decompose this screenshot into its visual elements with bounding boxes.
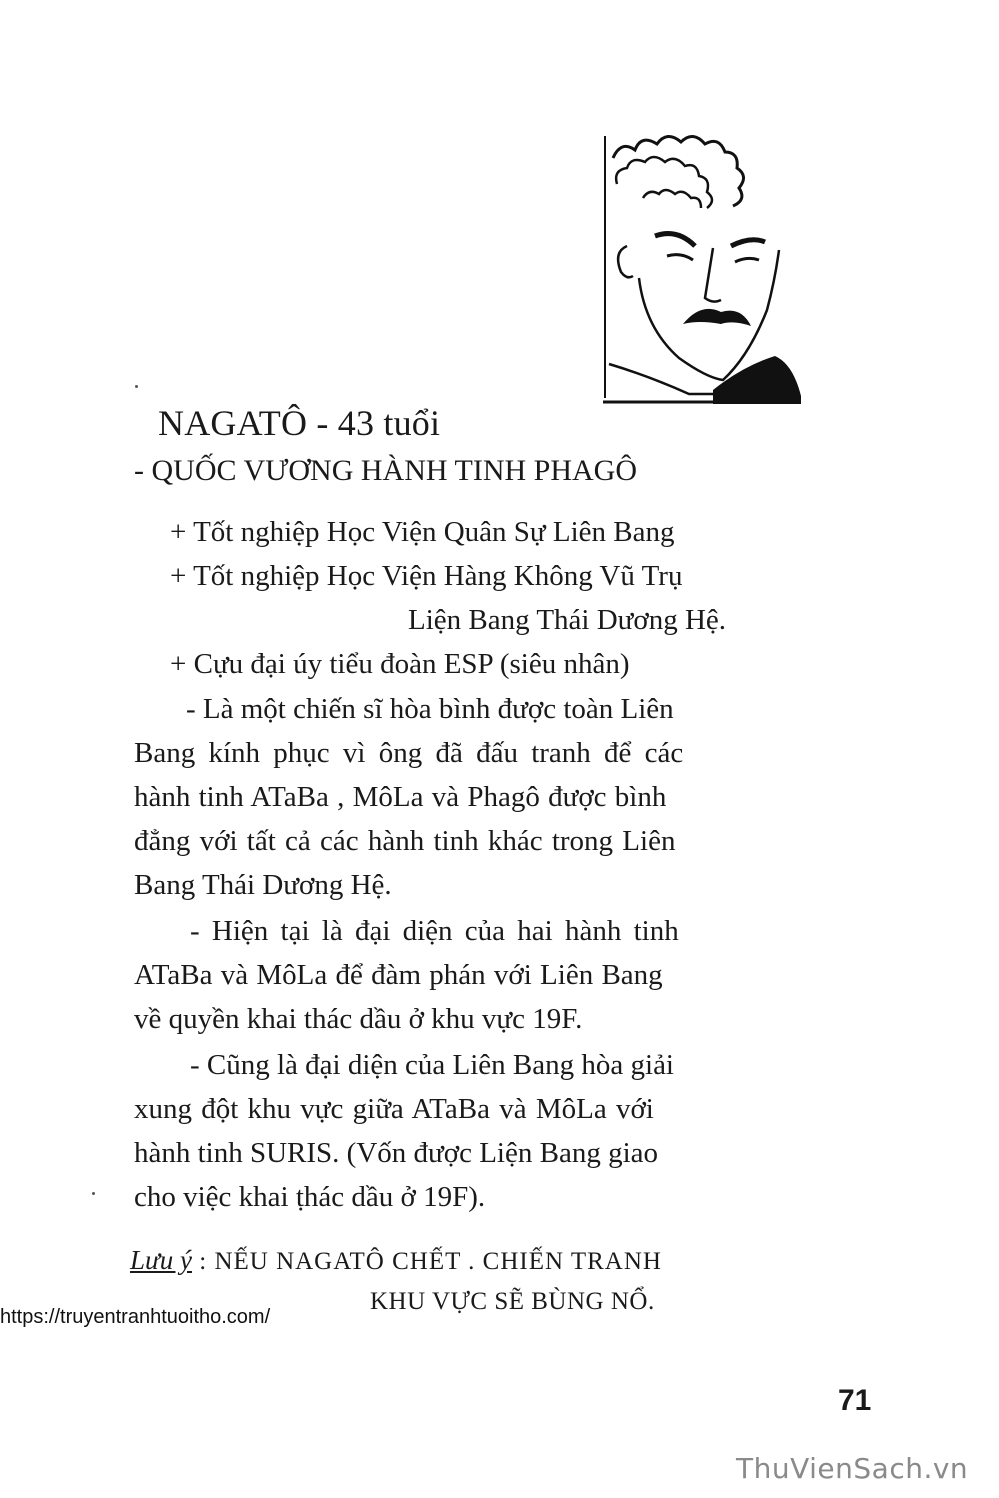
paragraph-line: - Là một chiến sĩ hòa bình được toàn Liên <box>186 693 674 725</box>
paragraph-line: Bang Thái Dương Hệ. <box>134 869 392 901</box>
warning-note <box>130 1245 662 1276</box>
credential-item: + Tốt nghiệp Học Viện Hàng Không Vũ Trụ <box>170 560 683 592</box>
source-url-link[interactable]: https://truyentranhtuoitho.com/ <box>0 1306 271 1328</box>
note-label: Lưu ý <box>130 1245 192 1275</box>
portrait-drawing-icon <box>603 128 801 404</box>
credential-item: + Cựu đại úy tiểu đoàn ESP (siêu nhân) <box>170 648 630 680</box>
note-text-line2: KHU VỰC SẼ BÙNG NỔ. <box>370 1288 655 1315</box>
note-text-line1: NẾU NAGATÔ CHẾT . CHIẾN TRANH <box>214 1248 662 1275</box>
paragraph-line: cho việc khai ṭhác dầu ở 19F). <box>134 1181 486 1213</box>
character-title: NAGATÔ - 43 tuổi <box>158 403 441 443</box>
paragraph-line: Bang kính phục vì ông đã đấu tranh để các <box>134 737 684 769</box>
paragraph-line: ATaBa và MôLa để đàm phán với Liên Bang <box>134 959 663 991</box>
credential-item: + Tốt nghiệp Học Viện Quân Sự Liên Bang <box>170 516 675 548</box>
scan-speck <box>92 1192 95 1195</box>
paragraph-line: đẳng với tất cả các hành tinh khác trong Liên <box>134 825 676 857</box>
paragraph-line: - Hiện tại là đại diện của hai hành tinh <box>190 915 679 947</box>
paragraph-line: - Cũng là đại diện của Liên Bang hòa giải <box>190 1049 674 1081</box>
scan-speck <box>135 385 138 388</box>
note-separator: : <box>191 1248 215 1275</box>
paragraph-line: xung đột khu vực giữa ATaBa và MôLa với <box>134 1093 654 1125</box>
page-number: 71 <box>838 1384 872 1417</box>
watermark-logo: ThuVienSach.vn <box>736 1452 969 1485</box>
credential-item-continuation: Liện Bang Thái Dương Hệ. <box>408 604 727 636</box>
paragraph-line: về quyền khai thác dầu ở khu vực 19F. <box>134 1003 583 1035</box>
character-portrait <box>603 128 801 404</box>
paragraph-line: hành tinh SURIS. (Vốn được Liện Bang giao <box>134 1137 658 1169</box>
paragraph-line: hành tinh ATaBa , MôLa và Phagô được bình <box>134 781 667 813</box>
character-role: - QUỐC VƯƠNG HÀNH TINH PHAGÔ <box>134 454 637 487</box>
